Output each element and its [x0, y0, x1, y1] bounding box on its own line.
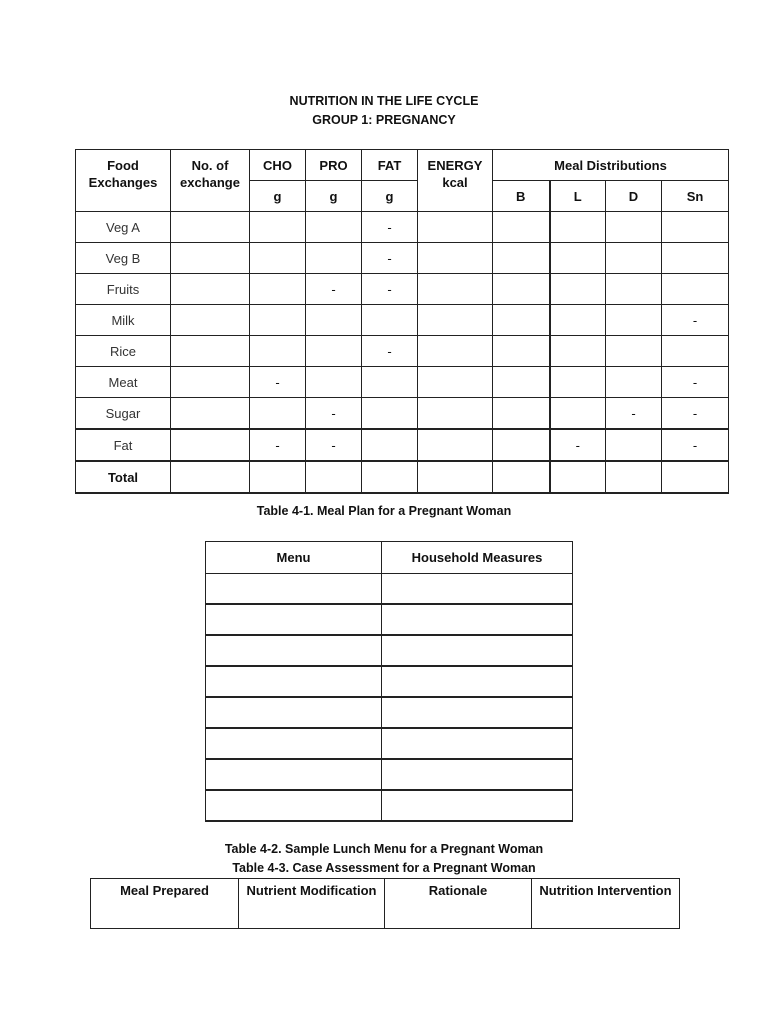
table-cell	[206, 666, 382, 697]
table-row	[76, 429, 729, 461]
header-breakfast: B	[493, 181, 550, 212]
sample-menu-table	[205, 541, 573, 822]
table-cell	[206, 790, 382, 821]
table-cell	[171, 243, 250, 274]
table-cell	[171, 398, 250, 430]
header-food-exchanges: Food Exchanges	[76, 150, 171, 212]
table-cell	[250, 336, 306, 367]
table-cell: -	[662, 367, 729, 398]
table-row	[76, 212, 729, 243]
table-cell	[250, 398, 306, 430]
table-row	[76, 274, 729, 305]
table-cell: -	[662, 429, 729, 461]
table-cell	[550, 274, 606, 305]
table-cell	[362, 305, 418, 336]
table-cell	[606, 461, 662, 493]
meal-plan-table	[75, 149, 729, 494]
unit-pro: g	[306, 181, 362, 212]
table-cell	[550, 461, 606, 493]
table-cell	[171, 305, 250, 336]
table-cell	[418, 461, 493, 493]
table-cell	[306, 305, 362, 336]
table-cell: -	[362, 274, 418, 305]
header-meal-prepared: Meal Prepared	[91, 879, 239, 929]
table-cell	[382, 604, 573, 635]
table-cell	[306, 212, 362, 243]
table-row	[76, 336, 729, 367]
table-cell: -	[606, 398, 662, 430]
food-exchange-label: Sugar	[76, 398, 171, 430]
table-cell	[418, 305, 493, 336]
table-cell	[362, 367, 418, 398]
table-cell	[606, 212, 662, 243]
table-cell	[418, 398, 493, 430]
table-cell	[306, 243, 362, 274]
table-row	[76, 367, 729, 398]
table-cell	[550, 336, 606, 367]
table-cell	[171, 274, 250, 305]
table-row	[206, 759, 573, 790]
table-cell	[418, 212, 493, 243]
table-cell	[306, 461, 362, 493]
table-cell	[206, 728, 382, 759]
table-cell: -	[306, 274, 362, 305]
table-cell	[250, 305, 306, 336]
table-cell	[662, 243, 729, 274]
table-cell	[418, 274, 493, 305]
table-4-3-caption: Table 4-3. Case Assessment for a Pregnant Woman	[232, 861, 536, 875]
table-cell	[382, 790, 573, 821]
table-row	[206, 574, 573, 605]
food-exchange-label: Fruits	[76, 274, 171, 305]
header-dinner: D	[606, 181, 662, 212]
table-cell	[306, 367, 362, 398]
table-cell	[493, 274, 550, 305]
table-cell	[662, 212, 729, 243]
header-meal-distributions: Meal Distributions	[493, 150, 729, 181]
table-cell: -	[362, 336, 418, 367]
table-cell	[250, 243, 306, 274]
table-cell	[662, 461, 729, 493]
table-row	[206, 697, 573, 728]
header-fat: FAT	[362, 150, 418, 181]
table-cell	[493, 212, 550, 243]
header-household-measures: Household Measures	[382, 542, 573, 574]
table-cell: -	[662, 398, 729, 430]
table-cell	[362, 429, 418, 461]
header-menu: Menu	[206, 542, 382, 574]
table-cell: -	[250, 367, 306, 398]
table-row	[206, 666, 573, 697]
table-cell	[493, 305, 550, 336]
table-cell	[382, 697, 573, 728]
food-exchange-label: Veg B	[76, 243, 171, 274]
unit-cho: g	[250, 181, 306, 212]
food-exchange-label: Fat	[76, 429, 171, 461]
table-cell	[606, 305, 662, 336]
table-cell	[206, 574, 382, 605]
document-title: NUTRITION IN THE LIFE CYCLE	[289, 94, 479, 108]
table-cell	[493, 398, 550, 430]
table-cell	[171, 336, 250, 367]
table-cell	[171, 429, 250, 461]
table-cell	[550, 243, 606, 274]
table-cell	[662, 336, 729, 367]
total-label: Total	[76, 461, 171, 493]
table-cell	[606, 274, 662, 305]
table-cell	[418, 336, 493, 367]
table-cell: -	[306, 429, 362, 461]
table-cell	[382, 728, 573, 759]
table-cell	[250, 461, 306, 493]
header-pro: PRO	[306, 150, 362, 181]
table-cell	[382, 666, 573, 697]
table-row	[76, 243, 729, 274]
table-cell	[606, 336, 662, 367]
case-assessment-table	[90, 878, 680, 929]
table-4-1-caption: Table 4-1. Meal Plan for a Pregnant Woman	[256, 504, 512, 518]
table-cell	[206, 759, 382, 790]
header-no-of-exchange: No. of exchange	[171, 150, 250, 212]
food-exchange-label: Rice	[76, 336, 171, 367]
table-cell	[171, 367, 250, 398]
table-cell	[382, 574, 573, 605]
table-cell: -	[662, 305, 729, 336]
total-row	[76, 461, 729, 493]
header-nutrient-modification: Nutrient Modification	[239, 879, 385, 929]
document-subtitle: GROUP 1: PREGNANCY	[312, 113, 456, 127]
table-row	[206, 728, 573, 759]
table-cell	[606, 429, 662, 461]
table-cell	[171, 212, 250, 243]
table-row	[206, 790, 573, 821]
header-nutrition-intervention: Nutrition Intervention	[532, 879, 680, 929]
header-snack: Sn	[662, 181, 729, 212]
header-cho: CHO	[250, 150, 306, 181]
table-cell	[250, 212, 306, 243]
table-cell	[493, 243, 550, 274]
food-exchange-label: Veg A	[76, 212, 171, 243]
table-cell	[206, 635, 382, 666]
table-cell: -	[362, 243, 418, 274]
table-cell: -	[362, 212, 418, 243]
table-cell	[662, 274, 729, 305]
table-cell	[606, 243, 662, 274]
table-cell: -	[550, 429, 606, 461]
food-exchange-label: Milk	[76, 305, 171, 336]
table-cell	[206, 697, 382, 728]
table-4-2-caption: Table 4-2. Sample Lunch Menu for a Pregnant Woman	[224, 842, 544, 856]
table-cell	[606, 367, 662, 398]
table-cell	[171, 461, 250, 493]
table-cell	[550, 305, 606, 336]
table-row	[76, 398, 729, 430]
table-cell	[550, 212, 606, 243]
table-cell: -	[250, 429, 306, 461]
table-cell: -	[306, 398, 362, 430]
unit-fat: g	[362, 181, 418, 212]
food-exchange-label: Meat	[76, 367, 171, 398]
table-cell	[550, 398, 606, 430]
table-cell	[362, 398, 418, 430]
table-cell	[418, 243, 493, 274]
header-energy: ENERGY kcal	[418, 150, 493, 212]
table-cell	[418, 367, 493, 398]
table-cell	[382, 635, 573, 666]
table-cell	[493, 367, 550, 398]
table-cell	[418, 429, 493, 461]
table-cell	[206, 604, 382, 635]
table-cell	[493, 336, 550, 367]
table-cell	[550, 367, 606, 398]
table-cell	[493, 429, 550, 461]
table-cell	[382, 759, 573, 790]
table-cell	[362, 461, 418, 493]
table-cell	[493, 461, 550, 493]
header-rationale: Rationale	[385, 879, 532, 929]
header-lunch: L	[550, 181, 606, 212]
table-cell	[306, 336, 362, 367]
table-cell	[250, 274, 306, 305]
table-row	[76, 305, 729, 336]
table-row	[206, 635, 573, 666]
table-row	[206, 604, 573, 635]
